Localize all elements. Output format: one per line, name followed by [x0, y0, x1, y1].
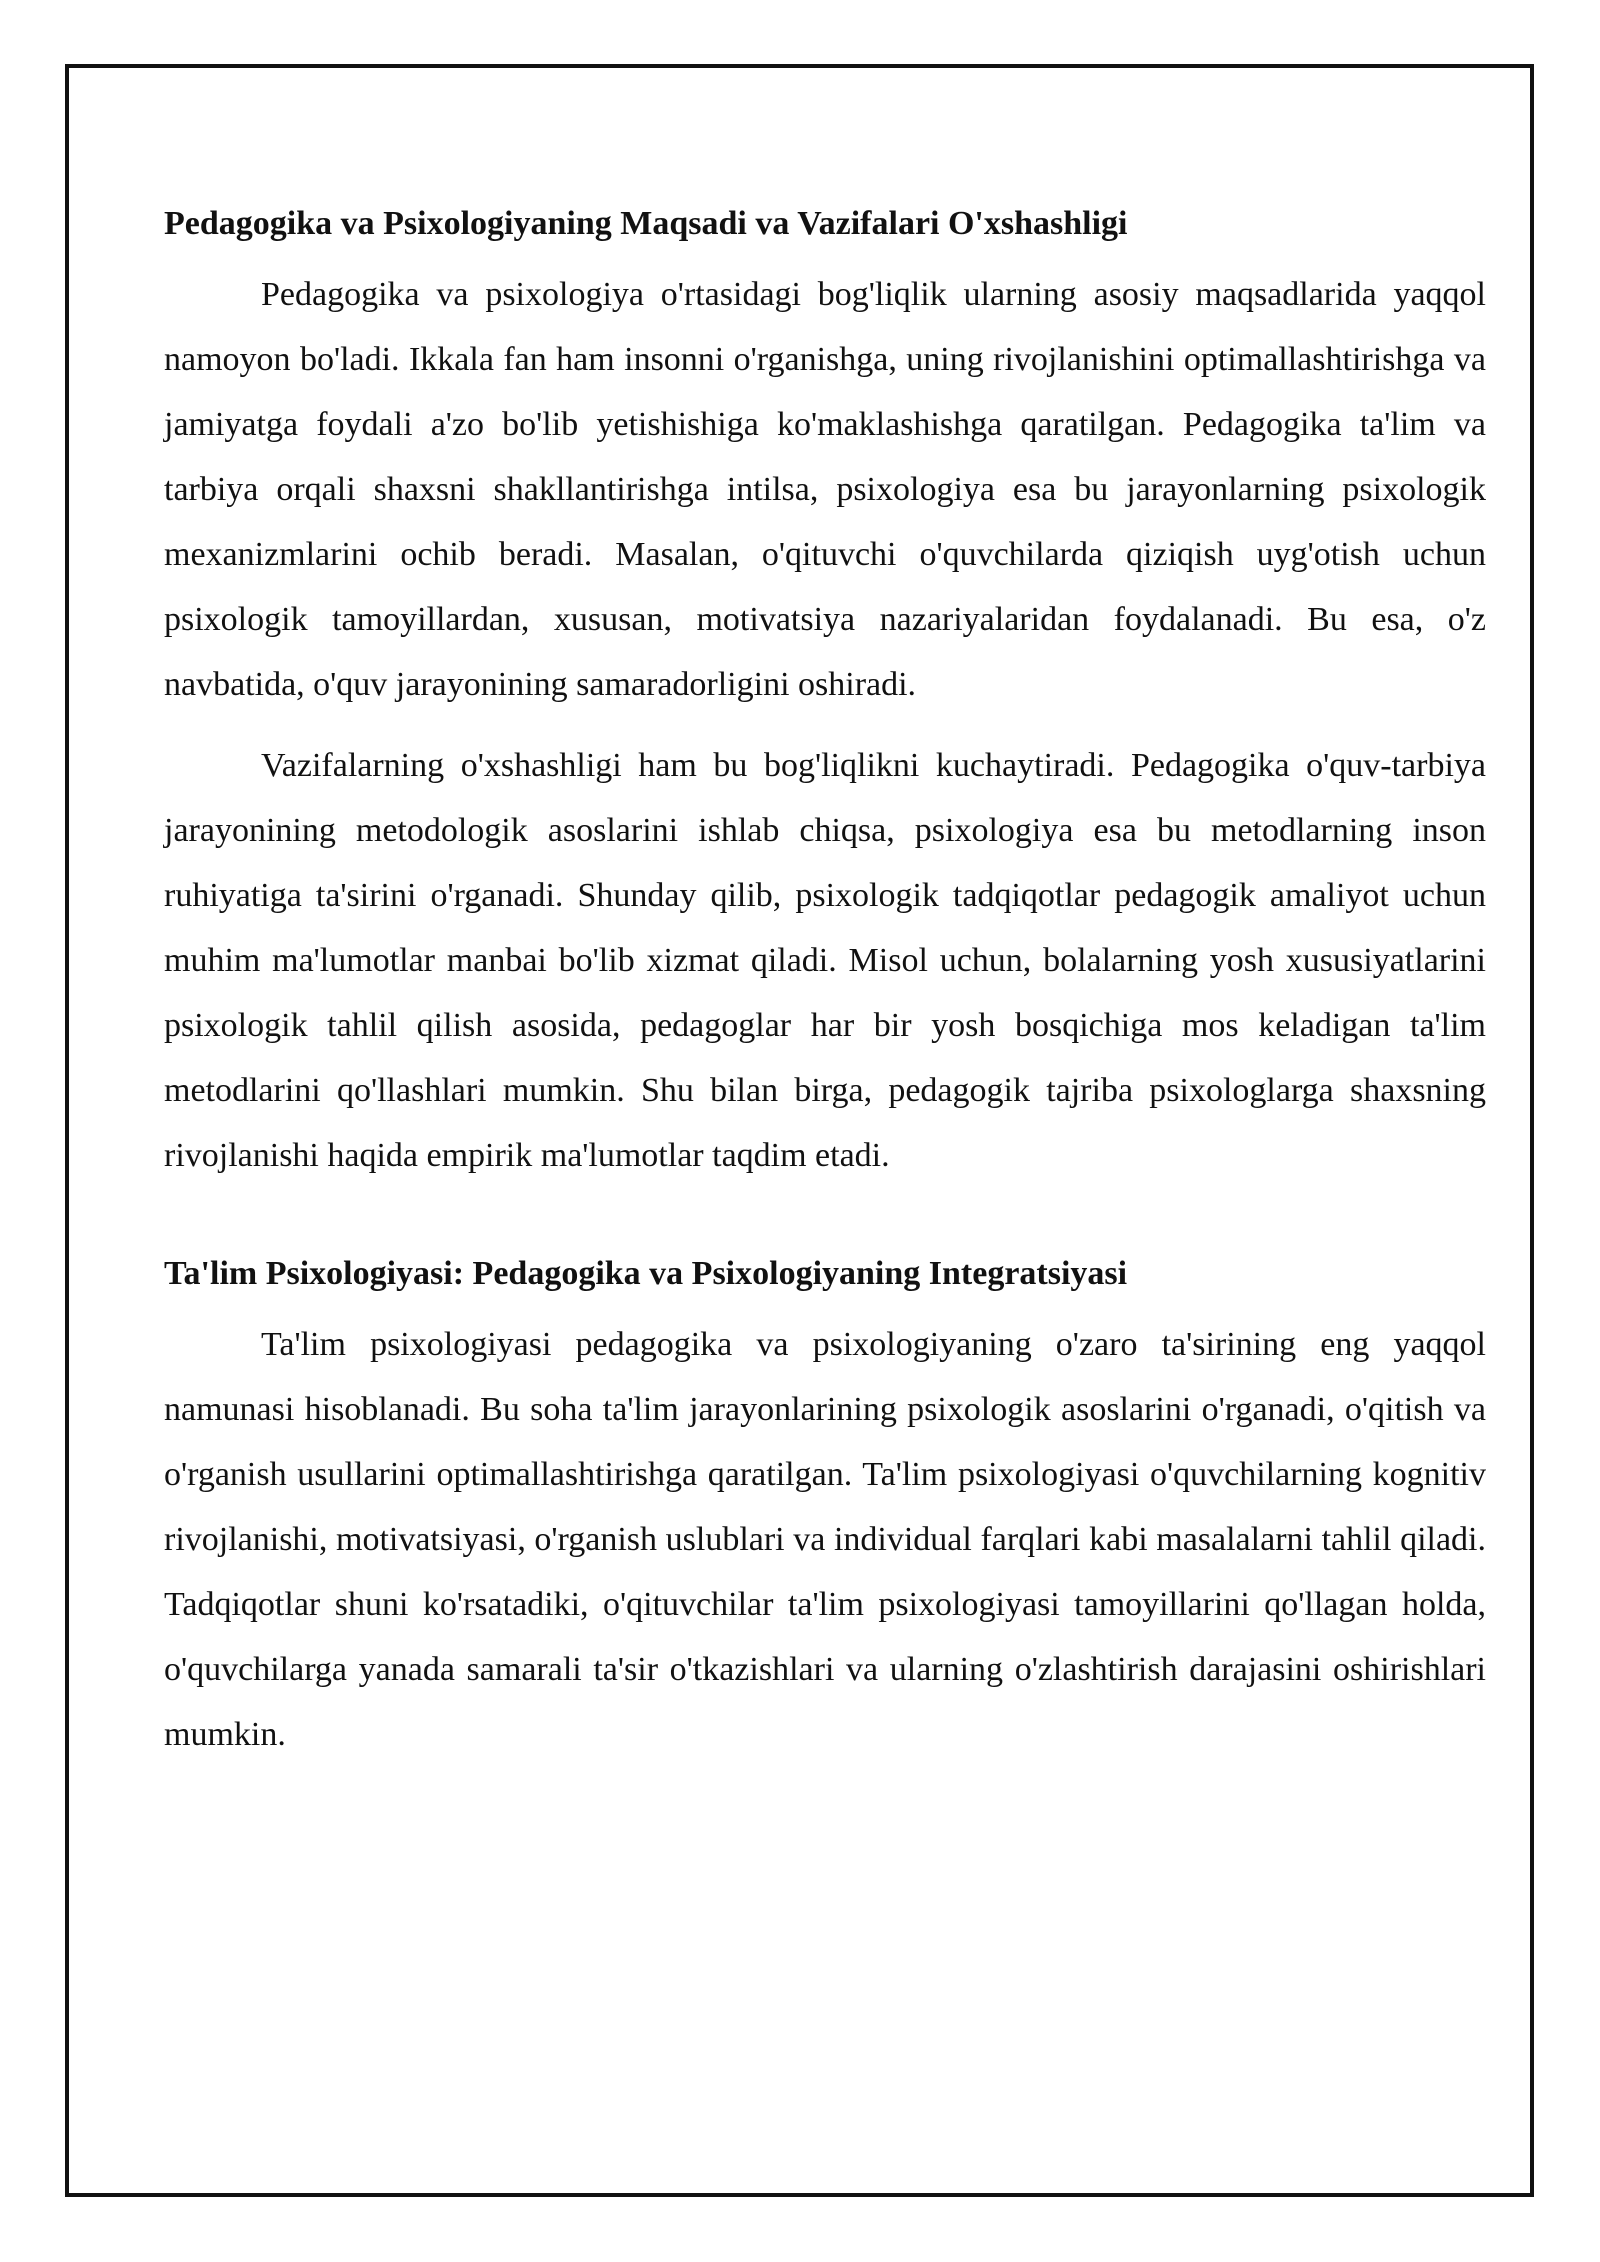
section-heading: Ta'lim Psixologiyasi: Pedagogika va Psixologiyaning Integratsiyasi	[164, 1255, 1128, 1292]
section-heading: Pedagogika va Psixologiyaning Maqsadi va Vazifalari O'xshashligi	[164, 205, 1128, 242]
paragraph: Ta'lim psixologiyasi pedagogika va psixologiyaning o'zaro ta'sirining eng yaqqol namunasi hisoblanadi. Bu soha ta'lim jarayonlarining psixologik asoslarini o'rganadi, o'qitish va o'rganish usullarini optimallashtirishga qaratilgan. Ta'lim psixologiyasi o'quvchilarning kognitiv rivojlanishi, motivatsiyasi, o'rganish uslublari va individual farqlari kabi masalalarni tahlil qiladi. Tadqiqotlar shuni ko'rsatadiki, o'qituvchilar ta'lim psixologiyasi tamoyillarini qo'llagan holda, o'quvchilarga yanada samarali ta'sir o'tkazishlari va ularning o'zlashtirish darajasini oshirishlari mumkin.	[164, 1326, 1486, 1753]
document-body	[164, 140, 1486, 1783]
paragraph: Vazifalarning o'xshashligi ham bu bog'liqlikni kuchaytiradi. Pedagogika o'quv-tarbiya jarayonining metodologik asoslarini ishlab chiqsa, psixologiya esa bu metodlarning inson ruhiyatiga ta'sirini o'rganadi. Shunday qilib, psixologik tadqiqotlar pedagogik amaliyot uchun muhim ma'lumotlar manbai bo'lib xizmat qiladi. Misol uchun, bolalarning yosh xususiyatlarini psixologik tahlil qilish asosida, pedagoglar har bir yosh bosqichiga mos keladigan ta'lim metodlarini qo'llashlari mumkin. Shu bilan birga, pedagogik tajriba psixologlarga shaxsning rivojlanishi haqida empirik ma'lumotlar taqdim etadi.	[164, 747, 1486, 1174]
paragraph: Pedagogika va psixologiya o'rtasidagi bog'liqlik ularning asosiy maqsadlarida yaqqol namoyon bo'ladi. Ikkala fan ham insonni o'rganishga, uning rivojlanishini optimallashtirishga va jamiyatga foydali a'zo bo'lib yetishishiga ko'maklashishga qaratilgan. Pedagogika ta'lim va tarbiya orqali shaxsni shakllantirishga intilsa, psixologiya esa bu jarayonlarning psixologik mexanizmlarini ochib beradi. Masalan, o'qituvchi o'quvchilarda qiziqish uyg'otish uchun psixologik tamoyillardan, xususan, motivatsiya nazariyalaridan foydalanadi. Bu esa, o'z navbatida, o'quv jarayonining samaradorligini oshiradi.	[164, 276, 1486, 703]
